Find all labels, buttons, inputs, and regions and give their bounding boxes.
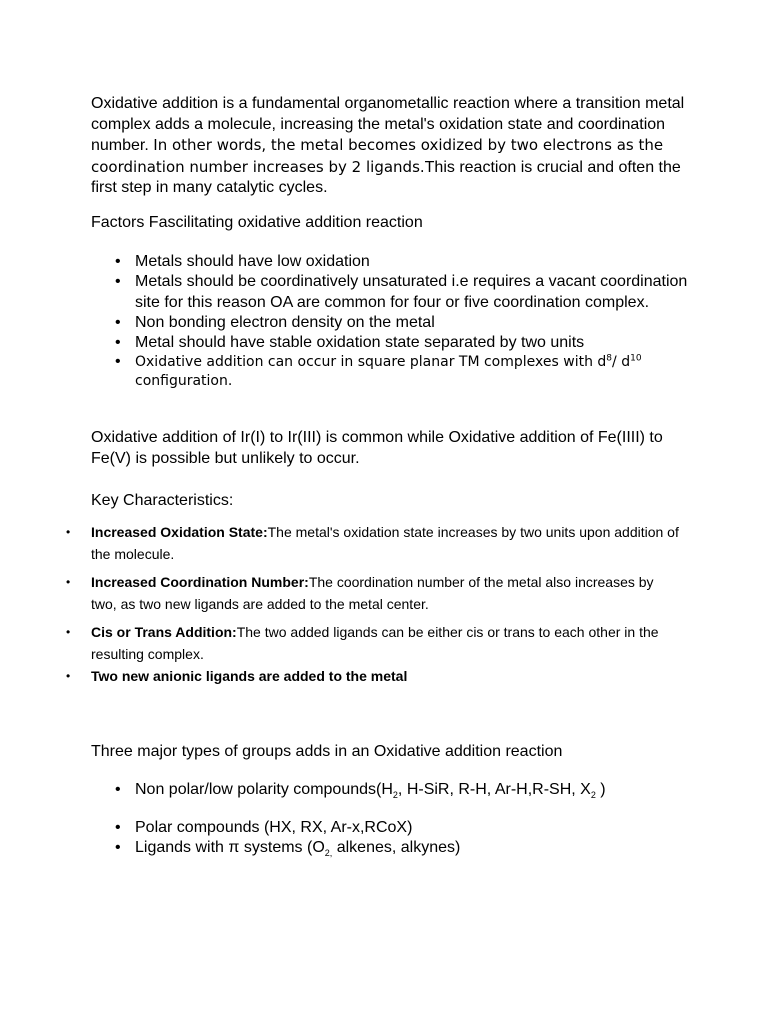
types-list-2 — [135, 818, 695, 859]
list-item: • Non polar/low polarity $compounds(H_2$, H-SiR, R-H, Ar-H,R-SH, $X_2$ ) — [135, 780, 695, 800]
list-item: • Two new anionic ligands are added to the metal — [91, 665, 681, 687]
types-list-1 — [135, 780, 695, 800]
factors-heading: Factors Fascilitating oxidative addition reaction — [91, 214, 423, 231]
list-item: • Metals should have low oxidation — [135, 252, 695, 272]
list-item: • Oxidative addition can occur in square planar TM complexes with $d^8/$ $d^{10}$ configuration. — [135, 353, 695, 390]
key-characteristics-heading: Key Characteristics: — [91, 492, 234, 509]
intro-paragraph — [91, 94, 691, 199]
list-item: • Ligands with π systems ($O_{2,}$ alkenes, alkynes) — [135, 838, 695, 858]
intro-text-part-2: In other words, the metal becomes oxidized by two electrons as the coordination number increases by 2 ligands. — [91, 136, 664, 176]
list-item: • Metals should be coordinatively unsaturated i.e requires a vacant coordination site for this reason OA are common for four or five coordination complex. — [135, 272, 695, 313]
list-item: • Increased Oxidation State:The metal's oxidation state increases by two units upon addition of the molecule. — [91, 521, 681, 565]
list-item: • Metal should have stable oxidation state separated by two units — [135, 333, 695, 353]
example-paragraph: Oxidative addition of Ir(I) to Ir(III) is common while Oxidative addition of Fe(IIII) to Fe(V) is possible but unlikely to occur. — [91, 429, 663, 467]
intro-text-part-3: This reaction is crucial and often the first step in many catalytic cycles. — [91, 158, 681, 196]
list-item: • Cis or Trans Addition:The two added ligands can be either cis or trans to each other in the resulting complex. — [91, 621, 681, 665]
list-item: • Non bonding electron density on the metal — [135, 313, 695, 333]
list-item: • Polar compounds (HX, RX, Ar-x,RCoX) — [135, 818, 695, 838]
types-heading: Three major types of groups adds in an Oxidative addition reaction — [91, 743, 563, 760]
key-characteristics-list — [91, 521, 681, 687]
list-item: • Increased Coordination Number:The coordination number of the metal also increases by two, as two new ligands are added to the metal center. — [91, 571, 681, 615]
intro-text-part-1: Oxidative addition is a fundamental organometallic reaction where a transition metal complex adds a molecule, increasing the metal's oxidation state and coordination number. — [91, 95, 685, 154]
factors-list — [135, 252, 695, 390]
